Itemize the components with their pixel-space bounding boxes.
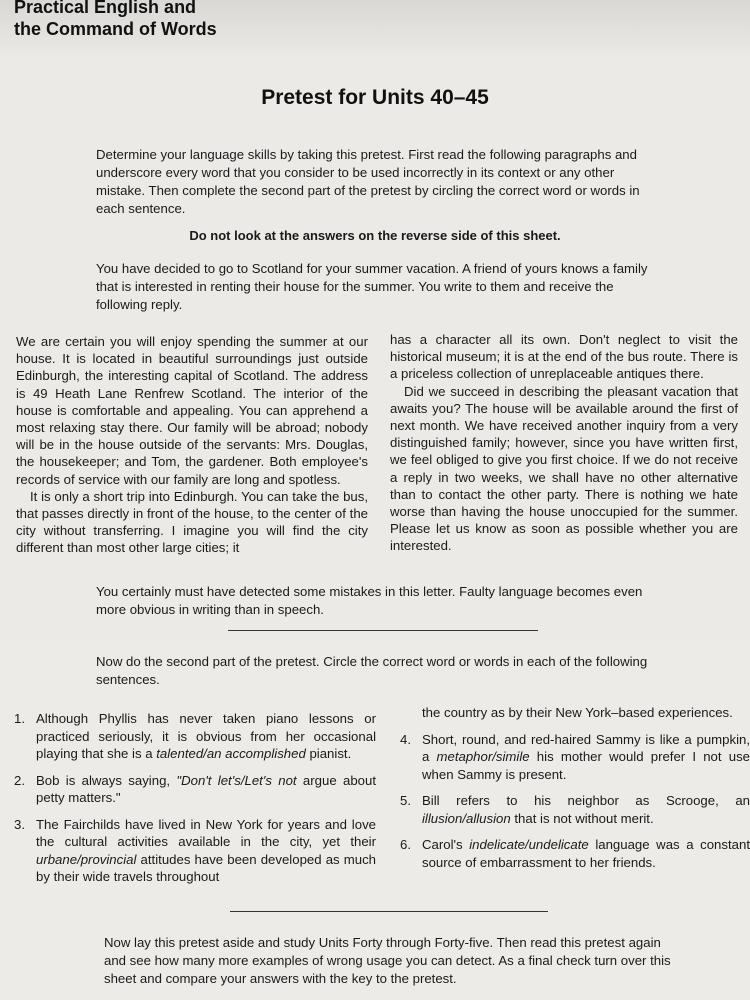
divider-line — [228, 630, 538, 631]
list-item: 2. Bob is always saying, "Don't let's/Let's not argue about petty matters." — [14, 772, 376, 805]
list-item: 1. Although Phyllis has never taken piano lessons or practiced seriously, it is obvious from her occasional playing that she is a talented/an accomplished pianist. — [14, 711, 376, 761]
list-item-continuation: the country as by their New York–based experiences. — [422, 705, 733, 720]
item-number: 5. — [400, 793, 411, 808]
intro-paragraph: Determine your language skills by taking this pretest. First read the following paragraphs and underscore every word that you consider to be used incorrectly in its context or any other mistake. Then complete the second part of the pretest by circling the correct word or words in each sentence. — [96, 147, 640, 216]
list-item: 5. Bill refers to his neighbor as Scrooge, an illusion/allusion that is not without merit. — [400, 793, 750, 826]
faulty-language-note: You certainly must have detected some mistakes in this letter. Faulty language becomes even more obvious in writing than in speech. — [96, 584, 643, 617]
items-right-column — [400, 704, 750, 880]
item-number: 6. — [400, 837, 411, 852]
letter-paragraph: It is only a short trip into Edinburgh. You can take the bus, that passes directly in front of the house, to the center of the city without transferring. I imagine you will find the city different than most other large cities; it — [16, 488, 368, 556]
running-head-line2: the Command of Words — [14, 19, 217, 39]
choice-text: illusion/allusion — [422, 810, 511, 826]
part-two-instructions: Now do the second part of the pretest. Circle the correct word or words in each of the following sentences. — [96, 654, 648, 687]
list-item: 3. The Fairchilds have lived in New York for years and love the cultural activities available in the city, yet their urbane/provincial attitudes have been developed as much by their wide travels throughout — [14, 816, 376, 884]
letter-paragraph: We are certain you will enjoy spending the summer at our house. It is located in beautiful surroundings just outside Edinburgh, the interesting capital of Scotland. The address is 49 Heath Lane Renfrew Scotland. The interior of the house is comfortable and appealing. You can apprehend a most relaxing stay there. Our family will be abroad; nobody will be in the house outside of the servants: Mrs. Douglas, the housekeeper; and Tom, the gardener. Both employee's records of service with our family are long and spotless. — [16, 334, 368, 487]
letter-paragraph: Did we succeed in describing the pleasant vacation that awaits you? The house will be available around the first of next month. We have received another inquiry from a very distinguished family; however, since you have written first, we feel obliged to give you first choice. If we do not receive a reply in two weeks, we shall have no other alternative than to contact the other party. There is nothing we hate worse than having the house unoccupied for the summer. Please let us know as soon as possible whether you are interested. — [390, 383, 738, 554]
choice-text: urbane/provincial — [36, 851, 137, 867]
item-number: 2. — [14, 772, 25, 788]
items-left-column — [14, 710, 376, 895]
choice-text: talented/an accomplished — [156, 746, 306, 761]
choice-text: metaphor/simile — [436, 749, 530, 764]
item-number: 3. — [14, 816, 25, 832]
choice-text: "Don't let's/Let's not — [176, 772, 297, 788]
answers-notice: Do not look at the answers on the reverse side of this sheet. — [189, 228, 561, 243]
letter-paragraph: has a character all its own. Don't neglect to visit the historical museum; it is at the end of the bus route. There is a priceless collection of unreplaceable antiques there. — [390, 332, 738, 382]
closing-paragraph: Now lay this pretest aside and study Units Forty through Forty-five. Then read this pretest again and see how many more examples of wrong usage you can detect. As a final check turn over this sheet and compare your answers with the key to the pretest. — [104, 935, 671, 986]
letter-left-column — [16, 333, 368, 557]
item-number: 1. — [14, 711, 25, 726]
item-number: 4. — [400, 731, 411, 747]
divider-line — [230, 911, 548, 912]
page-title: Pretest for Units 40–45 — [261, 86, 489, 109]
running-head — [14, 0, 217, 40]
running-head-line1: Practical English and — [14, 0, 197, 17]
list-item: 6. Carol's indelicate/undelicate language was a constant source of embarrassment to her friends. — [400, 837, 750, 870]
letter-right-column — [390, 331, 738, 555]
choice-text: indelicate/undelicate — [469, 837, 589, 852]
list-item: 4. Short, round, and red-haired Sammy is like a pumpkin, a metaphor/simile his mother would prefer I not use when Sammy is present. — [400, 731, 750, 782]
scenario-paragraph: You have decided to go to Scotland for your summer vacation. A friend of yours knows a family that is interested in renting their house for the summer. You write to them and receive the following reply. — [96, 261, 648, 312]
